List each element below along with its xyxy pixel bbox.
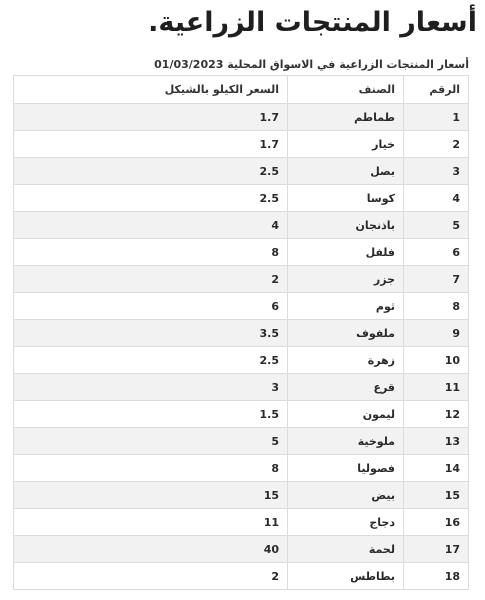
cell-item: خيار (288, 131, 404, 158)
table-row (14, 347, 469, 374)
cell-number: 4 (404, 185, 469, 212)
cell-price: 2.5 (14, 347, 288, 374)
header-number: الرقم (404, 76, 469, 104)
table-row (14, 158, 469, 185)
table-header-row (14, 76, 469, 104)
cell-item: كوسا (288, 185, 404, 212)
table-row (14, 131, 469, 158)
cell-item: بطاطس (288, 563, 404, 590)
cell-item: لحمة (288, 536, 404, 563)
table-row (14, 212, 469, 239)
cell-price: 4 (14, 212, 288, 239)
table-row (14, 320, 469, 347)
cell-item: طماطم (288, 104, 404, 131)
table-row (14, 374, 469, 401)
table-row (14, 293, 469, 320)
cell-number: 16 (404, 509, 469, 536)
cell-number: 7 (404, 266, 469, 293)
table-caption: أسعار المنتجات الزراعية في الاسواق المحلية 01/03/2023 (154, 58, 469, 71)
cell-number: 13 (404, 428, 469, 455)
table-row (14, 536, 469, 563)
prices-table (13, 75, 469, 590)
table-row (14, 455, 469, 482)
cell-price: 6 (14, 293, 288, 320)
table-body (14, 104, 469, 590)
cell-price: 2 (14, 563, 288, 590)
table-row (14, 104, 469, 131)
cell-number: 18 (404, 563, 469, 590)
cell-price: 1.7 (14, 131, 288, 158)
cell-item: باذنجان (288, 212, 404, 239)
cell-price: 15 (14, 482, 288, 509)
cell-item: جزر (288, 266, 404, 293)
cell-number: 2 (404, 131, 469, 158)
header-price: السعر الكيلو بالشيكل (14, 76, 288, 104)
cell-price: 11 (14, 509, 288, 536)
cell-number: 10 (404, 347, 469, 374)
cell-item: فلفل (288, 239, 404, 266)
cell-item: بيض (288, 482, 404, 509)
table-row (14, 428, 469, 455)
cell-price: 40 (14, 536, 288, 563)
cell-number: 1 (404, 104, 469, 131)
cell-item: ثوم (288, 293, 404, 320)
cell-number: 15 (404, 482, 469, 509)
cell-item: دجاج (288, 509, 404, 536)
cell-number: 6 (404, 239, 469, 266)
cell-item: ملوخية (288, 428, 404, 455)
cell-price: 1.5 (14, 401, 288, 428)
table-row (14, 509, 469, 536)
cell-item: ليمون (288, 401, 404, 428)
page-title: أسعار المنتجات الزراعية. (148, 7, 477, 38)
cell-number: 3 (404, 158, 469, 185)
table-row (14, 563, 469, 590)
cell-price: 8 (14, 455, 288, 482)
cell-price: 1.7 (14, 104, 288, 131)
cell-number: 17 (404, 536, 469, 563)
table-row (14, 482, 469, 509)
cell-item: قرع (288, 374, 404, 401)
cell-number: 11 (404, 374, 469, 401)
cell-number: 14 (404, 455, 469, 482)
cell-price: 3.5 (14, 320, 288, 347)
header-item: الصنف (288, 76, 404, 104)
cell-item: بصل (288, 158, 404, 185)
table-row (14, 239, 469, 266)
table-row (14, 401, 469, 428)
cell-item: زهرة (288, 347, 404, 374)
cell-price: 2 (14, 266, 288, 293)
cell-item: فصوليا (288, 455, 404, 482)
table-row (14, 185, 469, 212)
cell-price: 5 (14, 428, 288, 455)
cell-price: 2.5 (14, 185, 288, 212)
table-row (14, 266, 469, 293)
cell-number: 9 (404, 320, 469, 347)
cell-price: 2.5 (14, 158, 288, 185)
cell-number: 8 (404, 293, 469, 320)
cell-number: 12 (404, 401, 469, 428)
cell-price: 8 (14, 239, 288, 266)
cell-number: 5 (404, 212, 469, 239)
cell-item: ملفوف (288, 320, 404, 347)
cell-price: 3 (14, 374, 288, 401)
